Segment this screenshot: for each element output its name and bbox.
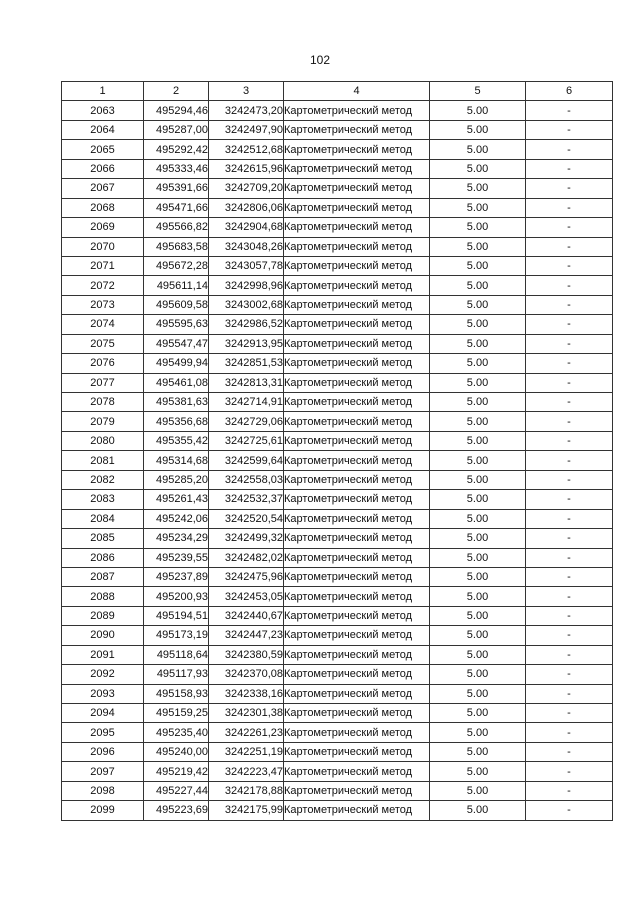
- note-cell: -: [526, 354, 613, 373]
- note-cell: -: [526, 179, 613, 198]
- method-cell: Картометрический метод: [284, 645, 430, 664]
- note-cell: -: [526, 490, 613, 509]
- accuracy-cell: 5.00: [430, 606, 526, 625]
- note-cell: -: [526, 431, 613, 450]
- accuracy-cell: 5.00: [430, 412, 526, 431]
- y-coordinate-cell: 3242913,95: [209, 334, 284, 353]
- y-coordinate-cell: 3242175,99: [209, 801, 284, 820]
- method-cell: Картометрический метод: [284, 451, 430, 470]
- table-row: [62, 509, 613, 528]
- accuracy-cell: 5.00: [430, 120, 526, 139]
- y-coordinate-cell: 3242729,06: [209, 412, 284, 431]
- x-coordinate-cell: 495200,93: [144, 587, 209, 606]
- x-coordinate-cell: 495194,51: [144, 606, 209, 625]
- point-number-cell: 2091: [62, 645, 144, 664]
- point-number-cell: 2067: [62, 179, 144, 198]
- note-cell: -: [526, 626, 613, 645]
- table-row: [62, 781, 613, 800]
- accuracy-cell: 5.00: [430, 101, 526, 120]
- note-cell: -: [526, 801, 613, 820]
- x-coordinate-cell: 495227,44: [144, 781, 209, 800]
- method-cell: Картометрический метод: [284, 256, 430, 275]
- x-coordinate-cell: 495595,63: [144, 315, 209, 334]
- header-row: [62, 82, 613, 101]
- table-row: [62, 276, 613, 295]
- point-number-cell: 2070: [62, 237, 144, 256]
- y-coordinate-cell: 3242261,23: [209, 723, 284, 742]
- point-number-cell: 2072: [62, 276, 144, 295]
- accuracy-cell: 5.00: [430, 256, 526, 275]
- accuracy-cell: 5.00: [430, 645, 526, 664]
- y-coordinate-cell: 3242440,67: [209, 606, 284, 625]
- point-number-cell: 2065: [62, 140, 144, 159]
- method-cell: Картометрический метод: [284, 781, 430, 800]
- y-coordinate-cell: 3242223,47: [209, 762, 284, 781]
- x-coordinate-cell: 495261,43: [144, 490, 209, 509]
- accuracy-cell: 5.00: [430, 723, 526, 742]
- method-cell: Картометрический метод: [284, 626, 430, 645]
- method-cell: Картометрический метод: [284, 509, 430, 528]
- point-number-cell: 2075: [62, 334, 144, 353]
- y-coordinate-cell: 3242251,19: [209, 742, 284, 761]
- point-number-cell: 2092: [62, 665, 144, 684]
- accuracy-cell: 5.00: [430, 742, 526, 761]
- accuracy-cell: 5.00: [430, 684, 526, 703]
- note-cell: -: [526, 742, 613, 761]
- method-cell: Картометрический метод: [284, 431, 430, 450]
- column-header-6: 6: [526, 82, 613, 101]
- x-coordinate-cell: 495219,42: [144, 762, 209, 781]
- note-cell: -: [526, 276, 613, 295]
- column-header-1: 1: [62, 82, 144, 101]
- x-coordinate-cell: 495547,47: [144, 334, 209, 353]
- table-row: [62, 626, 613, 645]
- accuracy-cell: 5.00: [430, 179, 526, 198]
- y-coordinate-cell: 3242904,68: [209, 218, 284, 237]
- point-number-cell: 2069: [62, 218, 144, 237]
- table-row: [62, 490, 613, 509]
- table-row: [62, 101, 613, 120]
- y-coordinate-cell: 3243057,78: [209, 256, 284, 275]
- note-cell: -: [526, 412, 613, 431]
- x-coordinate-cell: 495159,25: [144, 704, 209, 723]
- point-number-cell: 2074: [62, 315, 144, 334]
- accuracy-cell: 5.00: [430, 509, 526, 528]
- y-coordinate-cell: 3242475,96: [209, 567, 284, 586]
- point-number-cell: 2080: [62, 431, 144, 450]
- note-cell: -: [526, 334, 613, 353]
- y-coordinate-cell: 3242338,16: [209, 684, 284, 703]
- x-coordinate-cell: 495683,58: [144, 237, 209, 256]
- method-cell: Картометрический метод: [284, 373, 430, 392]
- x-coordinate-cell: 495173,19: [144, 626, 209, 645]
- method-cell: Картометрический метод: [284, 159, 430, 178]
- note-cell: -: [526, 529, 613, 548]
- table-body: [62, 101, 613, 820]
- x-coordinate-cell: 495461,08: [144, 373, 209, 392]
- x-coordinate-cell: 495234,29: [144, 529, 209, 548]
- accuracy-cell: 5.00: [430, 159, 526, 178]
- x-coordinate-cell: 495285,20: [144, 470, 209, 489]
- point-number-cell: 2073: [62, 295, 144, 314]
- table-row: [62, 412, 613, 431]
- y-coordinate-cell: 3242615,96: [209, 159, 284, 178]
- point-number-cell: 2086: [62, 548, 144, 567]
- method-cell: Картометрический метод: [284, 684, 430, 703]
- table-row: [62, 529, 613, 548]
- y-coordinate-cell: 3242813,31: [209, 373, 284, 392]
- y-coordinate-cell: 3242806,06: [209, 198, 284, 217]
- method-cell: Картометрический метод: [284, 412, 430, 431]
- accuracy-cell: 5.00: [430, 451, 526, 470]
- point-number-cell: 2063: [62, 101, 144, 120]
- column-header-3: 3: [209, 82, 284, 101]
- x-coordinate-cell: 495158,93: [144, 684, 209, 703]
- column-header-4: 4: [284, 82, 430, 101]
- table-row: [62, 645, 613, 664]
- x-coordinate-cell: 495391,66: [144, 179, 209, 198]
- note-cell: -: [526, 548, 613, 567]
- x-coordinate-cell: 495672,28: [144, 256, 209, 275]
- x-coordinate-cell: 495287,00: [144, 120, 209, 139]
- x-coordinate-cell: 495471,66: [144, 198, 209, 217]
- point-number-cell: 2088: [62, 587, 144, 606]
- x-coordinate-cell: 495239,55: [144, 548, 209, 567]
- y-coordinate-cell: 3242512,68: [209, 140, 284, 159]
- method-cell: Картометрический метод: [284, 276, 430, 295]
- method-cell: Картометрический метод: [284, 548, 430, 567]
- point-number-cell: 2090: [62, 626, 144, 645]
- method-cell: Картометрический метод: [284, 120, 430, 139]
- accuracy-cell: 5.00: [430, 431, 526, 450]
- accuracy-cell: 5.00: [430, 393, 526, 412]
- table-row: [62, 742, 613, 761]
- table-row: [62, 665, 613, 684]
- note-cell: -: [526, 373, 613, 392]
- table-row: [62, 159, 613, 178]
- point-number-cell: 2078: [62, 393, 144, 412]
- point-number-cell: 2085: [62, 529, 144, 548]
- note-cell: -: [526, 393, 613, 412]
- y-coordinate-cell: 3242482,02: [209, 548, 284, 567]
- accuracy-cell: 5.00: [430, 801, 526, 820]
- table-row: [62, 218, 613, 237]
- x-coordinate-cell: 495611,14: [144, 276, 209, 295]
- method-cell: Картометрический метод: [284, 101, 430, 120]
- table-row: [62, 373, 613, 392]
- method-cell: Картометрический метод: [284, 354, 430, 373]
- note-cell: -: [526, 256, 613, 275]
- point-number-cell: 2089: [62, 606, 144, 625]
- accuracy-cell: 5.00: [430, 529, 526, 548]
- note-cell: -: [526, 451, 613, 470]
- y-coordinate-cell: 3242473,20: [209, 101, 284, 120]
- method-cell: Картометрический метод: [284, 529, 430, 548]
- coordinates-table: [61, 81, 613, 821]
- y-coordinate-cell: 3242998,96: [209, 276, 284, 295]
- note-cell: -: [526, 781, 613, 800]
- y-coordinate-cell: 3242380,59: [209, 645, 284, 664]
- y-coordinate-cell: 3242520,54: [209, 509, 284, 528]
- note-cell: -: [526, 218, 613, 237]
- method-cell: Картометрический метод: [284, 490, 430, 509]
- x-coordinate-cell: 495566,82: [144, 218, 209, 237]
- table-row: [62, 237, 613, 256]
- note-cell: -: [526, 140, 613, 159]
- note-cell: -: [526, 587, 613, 606]
- point-number-cell: 2095: [62, 723, 144, 742]
- y-coordinate-cell: 3243048,26: [209, 237, 284, 256]
- method-cell: Картометрический метод: [284, 179, 430, 198]
- y-coordinate-cell: 3242301,38: [209, 704, 284, 723]
- method-cell: Картометрический метод: [284, 704, 430, 723]
- point-number-cell: 2083: [62, 490, 144, 509]
- table-row: [62, 587, 613, 606]
- point-number-cell: 2068: [62, 198, 144, 217]
- y-coordinate-cell: 3242178,88: [209, 781, 284, 800]
- point-number-cell: 2081: [62, 451, 144, 470]
- table-header: [62, 82, 613, 101]
- note-cell: -: [526, 645, 613, 664]
- point-number-cell: 2098: [62, 781, 144, 800]
- y-coordinate-cell: 3242499,32: [209, 529, 284, 548]
- method-cell: Картометрический метод: [284, 334, 430, 353]
- point-number-cell: 2099: [62, 801, 144, 820]
- accuracy-cell: 5.00: [430, 567, 526, 586]
- x-coordinate-cell: 495381,63: [144, 393, 209, 412]
- accuracy-cell: 5.00: [430, 218, 526, 237]
- y-coordinate-cell: 3242497,90: [209, 120, 284, 139]
- table-row: [62, 684, 613, 703]
- y-coordinate-cell: 3242532,37: [209, 490, 284, 509]
- table-row: [62, 762, 613, 781]
- y-coordinate-cell: 3242709,20: [209, 179, 284, 198]
- method-cell: Картометрический метод: [284, 665, 430, 684]
- x-coordinate-cell: 495356,68: [144, 412, 209, 431]
- point-number-cell: 2076: [62, 354, 144, 373]
- point-number-cell: 2093: [62, 684, 144, 703]
- accuracy-cell: 5.00: [430, 140, 526, 159]
- table-row: [62, 567, 613, 586]
- point-number-cell: 2066: [62, 159, 144, 178]
- y-coordinate-cell: 3242453,05: [209, 587, 284, 606]
- method-cell: Картометрический метод: [284, 742, 430, 761]
- table-row: [62, 723, 613, 742]
- column-header-2: 2: [144, 82, 209, 101]
- accuracy-cell: 5.00: [430, 276, 526, 295]
- method-cell: Картометрический метод: [284, 567, 430, 586]
- note-cell: -: [526, 470, 613, 489]
- method-cell: Картометрический метод: [284, 470, 430, 489]
- method-cell: Картометрический метод: [284, 606, 430, 625]
- accuracy-cell: 5.00: [430, 548, 526, 567]
- method-cell: Картометрический метод: [284, 218, 430, 237]
- note-cell: -: [526, 198, 613, 217]
- note-cell: -: [526, 509, 613, 528]
- method-cell: Картометрический метод: [284, 295, 430, 314]
- column-header-5: 5: [430, 82, 526, 101]
- x-coordinate-cell: 495292,42: [144, 140, 209, 159]
- method-cell: Картометрический метод: [284, 140, 430, 159]
- accuracy-cell: 5.00: [430, 665, 526, 684]
- y-coordinate-cell: 3242986,52: [209, 315, 284, 334]
- accuracy-cell: 5.00: [430, 334, 526, 353]
- x-coordinate-cell: 495118,64: [144, 645, 209, 664]
- x-coordinate-cell: 495294,46: [144, 101, 209, 120]
- note-cell: -: [526, 101, 613, 120]
- x-coordinate-cell: 495242,06: [144, 509, 209, 528]
- accuracy-cell: 5.00: [430, 354, 526, 373]
- table-row: [62, 801, 613, 820]
- point-number-cell: 2096: [62, 742, 144, 761]
- x-coordinate-cell: 495240,00: [144, 742, 209, 761]
- accuracy-cell: 5.00: [430, 295, 526, 314]
- y-coordinate-cell: 3242447,23: [209, 626, 284, 645]
- point-number-cell: 2094: [62, 704, 144, 723]
- x-coordinate-cell: 495117,93: [144, 665, 209, 684]
- note-cell: -: [526, 684, 613, 703]
- accuracy-cell: 5.00: [430, 237, 526, 256]
- x-coordinate-cell: 495499,94: [144, 354, 209, 373]
- point-number-cell: 2079: [62, 412, 144, 431]
- note-cell: -: [526, 723, 613, 742]
- method-cell: Картометрический метод: [284, 237, 430, 256]
- table-row: [62, 606, 613, 625]
- accuracy-cell: 5.00: [430, 315, 526, 334]
- x-coordinate-cell: 495314,68: [144, 451, 209, 470]
- note-cell: -: [526, 237, 613, 256]
- method-cell: Картометрический метод: [284, 801, 430, 820]
- point-number-cell: 2077: [62, 373, 144, 392]
- method-cell: Картометрический метод: [284, 315, 430, 334]
- method-cell: Картометрический метод: [284, 762, 430, 781]
- x-coordinate-cell: 495355,42: [144, 431, 209, 450]
- accuracy-cell: 5.00: [430, 626, 526, 645]
- note-cell: -: [526, 295, 613, 314]
- method-cell: Картометрический метод: [284, 723, 430, 742]
- note-cell: -: [526, 606, 613, 625]
- note-cell: -: [526, 120, 613, 139]
- note-cell: -: [526, 762, 613, 781]
- table-row: [62, 548, 613, 567]
- y-coordinate-cell: 3243002,68: [209, 295, 284, 314]
- x-coordinate-cell: 495609,58: [144, 295, 209, 314]
- page-number: 102: [309, 53, 331, 67]
- x-coordinate-cell: 495237,89: [144, 567, 209, 586]
- x-coordinate-cell: 495235,40: [144, 723, 209, 742]
- table-row: [62, 198, 613, 217]
- table-row: [62, 470, 613, 489]
- note-cell: -: [526, 159, 613, 178]
- accuracy-cell: 5.00: [430, 704, 526, 723]
- note-cell: -: [526, 665, 613, 684]
- table-row: [62, 120, 613, 139]
- accuracy-cell: 5.00: [430, 490, 526, 509]
- table-row: [62, 295, 613, 314]
- table-row: [62, 334, 613, 353]
- table-row: [62, 256, 613, 275]
- table-row: [62, 704, 613, 723]
- accuracy-cell: 5.00: [430, 470, 526, 489]
- x-coordinate-cell: 495333,46: [144, 159, 209, 178]
- method-cell: Картометрический метод: [284, 393, 430, 412]
- point-number-cell: 2082: [62, 470, 144, 489]
- point-number-cell: 2087: [62, 567, 144, 586]
- method-cell: Картометрический метод: [284, 587, 430, 606]
- point-number-cell: 2071: [62, 256, 144, 275]
- method-cell: Картометрический метод: [284, 198, 430, 217]
- table-row: [62, 431, 613, 450]
- note-cell: -: [526, 315, 613, 334]
- y-coordinate-cell: 3242558,03: [209, 470, 284, 489]
- y-coordinate-cell: 3242370,08: [209, 665, 284, 684]
- table-row: [62, 451, 613, 470]
- x-coordinate-cell: 495223,69: [144, 801, 209, 820]
- accuracy-cell: 5.00: [430, 198, 526, 217]
- point-number-cell: 2064: [62, 120, 144, 139]
- table-row: [62, 140, 613, 159]
- y-coordinate-cell: 3242725,61: [209, 431, 284, 450]
- y-coordinate-cell: 3242599,64: [209, 451, 284, 470]
- point-number-cell: 2097: [62, 762, 144, 781]
- accuracy-cell: 5.00: [430, 781, 526, 800]
- point-number-cell: 2084: [62, 509, 144, 528]
- table-row: [62, 315, 613, 334]
- accuracy-cell: 5.00: [430, 762, 526, 781]
- note-cell: -: [526, 567, 613, 586]
- table-row: [62, 393, 613, 412]
- accuracy-cell: 5.00: [430, 587, 526, 606]
- accuracy-cell: 5.00: [430, 373, 526, 392]
- table-row: [62, 354, 613, 373]
- note-cell: -: [526, 704, 613, 723]
- y-coordinate-cell: 3242851,53: [209, 354, 284, 373]
- table-row: [62, 179, 613, 198]
- y-coordinate-cell: 3242714,91: [209, 393, 284, 412]
